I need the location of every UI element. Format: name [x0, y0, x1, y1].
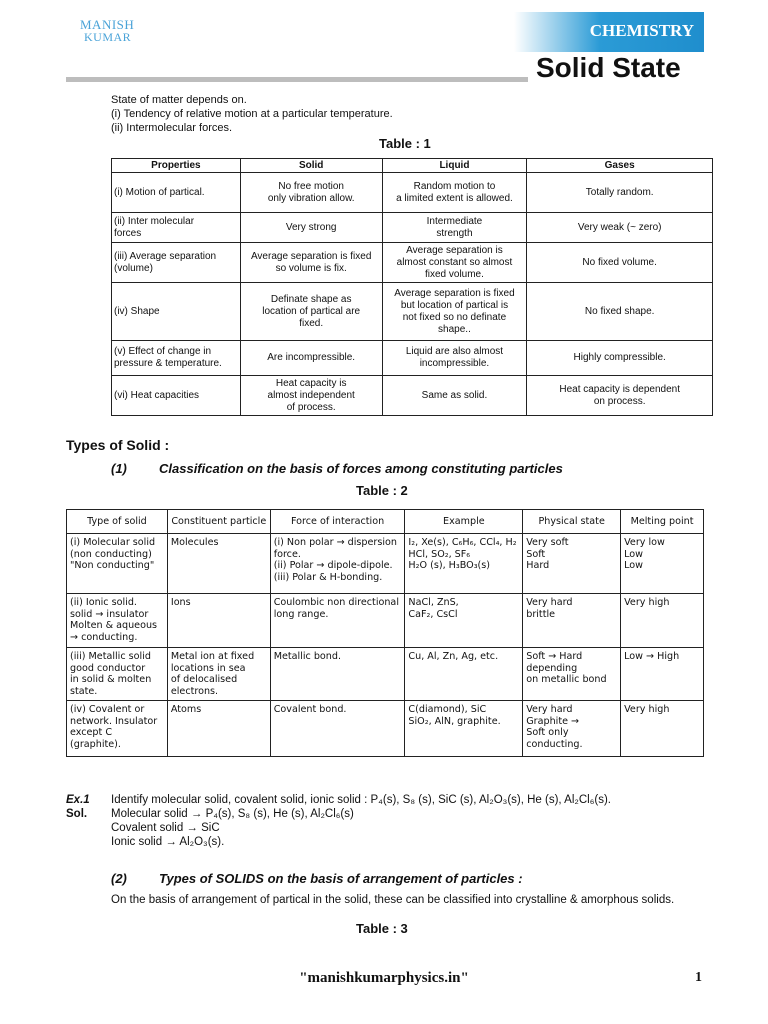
table-row	[112, 283, 713, 341]
subject-banner: CHEMISTRY	[514, 12, 704, 52]
table1-caption: Table : 1	[379, 136, 431, 151]
table-cell: Ions	[167, 594, 270, 648]
solution-label: Sol.	[66, 808, 88, 820]
table-cell: Heat capacity is almost independent of process.	[240, 376, 382, 416]
header-divider	[66, 77, 528, 82]
table-cell: Same as solid.	[382, 376, 527, 416]
table-cell: I₂, Xe(s), C₆H₆, CCl₄, H₂ HCl, SO₂, SF₆ H₂O (s), H₃BO₃(s)	[405, 534, 523, 594]
column-header: Constituent particle	[167, 510, 270, 534]
table-cell: Metal ion at fixed locations in sea of delocalised electrons.	[167, 648, 270, 701]
properties-table	[111, 158, 713, 416]
table-cell: Very soft Soft Hard	[523, 534, 621, 594]
column-header: Liquid	[382, 159, 527, 173]
column-header: Physical state	[523, 510, 621, 534]
table-cell: Very hard Graphite → Soft only conducting.	[523, 701, 621, 757]
table2-caption: Table : 2	[356, 483, 408, 498]
table-cell: (vi) Heat capacities	[112, 376, 241, 416]
solution-line: Covalent solid → SiC	[111, 822, 220, 834]
table-cell: Average separation is almost constant so almost fixed volume.	[382, 243, 527, 283]
table-cell: Random motion to a limited extent is allowed.	[382, 173, 527, 213]
arrangement-paragraph: On the basis of arrangement of partical in the solid, these can be classified into crystalline & amorphous solids.	[111, 894, 675, 906]
column-header: Type of solid	[67, 510, 168, 534]
column-header: Properties	[112, 159, 241, 173]
table-row	[67, 594, 704, 648]
footer-website: "manishkumarphysics.in"	[299, 970, 469, 986]
table-cell: Very weak (~ zero)	[527, 213, 713, 243]
table-cell: Totally random.	[527, 173, 713, 213]
table-cell: (v) Effect of change in pressure & temperature.	[112, 341, 241, 376]
table-cell: Atoms	[167, 701, 270, 757]
table-cell: Highly compressible.	[527, 341, 713, 376]
table-row	[112, 341, 713, 376]
types-of-solid-heading: Types of Solid :	[66, 437, 170, 453]
table-cell: Very strong	[240, 213, 382, 243]
table-cell: Average separation is fixed but location of partical is not fixed so no definate shape..	[382, 283, 527, 341]
table-cell: Molecules	[167, 534, 270, 594]
table-cell: Average separation is fixed so volume is fix.	[240, 243, 382, 283]
subsection-2-title: Types of SOLIDS on the basis of arrangement of particles :	[159, 871, 523, 886]
table-row	[67, 701, 704, 757]
subsection-1-number: (1)	[111, 461, 127, 476]
logo-line-1: MANISH	[80, 17, 135, 32]
table-cell: Soft → Hard depending on metallic bond	[523, 648, 621, 701]
table-cell: Heat capacity is dependent on process.	[527, 376, 713, 416]
column-header: Example	[405, 510, 523, 534]
table-cell: Very low Low Low	[621, 534, 704, 594]
table-row	[112, 213, 713, 243]
intro-line: State of matter depends on.	[111, 94, 247, 106]
table-row	[112, 243, 713, 283]
table-cell: Very hard brittle	[523, 594, 621, 648]
table-cell: (iii) Metallic solid good conductor in solid & molten state.	[67, 648, 168, 701]
chapter-title: Solid State	[536, 52, 681, 83]
table-cell: Covalent bond.	[270, 701, 405, 757]
intro-text	[111, 93, 393, 135]
intro-line: (ii) Intermolecular forces.	[111, 122, 233, 134]
column-header: Melting point	[621, 510, 704, 534]
example-label: Ex.1	[66, 794, 90, 806]
table-cell: Coulombic non directional long range.	[270, 594, 405, 648]
table-cell: Liquid are also almost incompressible.	[382, 341, 527, 376]
table-cell: Are incompressible.	[240, 341, 382, 376]
page-number: 1	[695, 970, 702, 985]
table-cell: Very high	[621, 594, 704, 648]
solution-line: Ionic solid → Al₂O₃(s).	[111, 836, 225, 848]
table-cell: No fixed shape.	[527, 283, 713, 341]
table-cell: No free motion only vibration allow.	[240, 173, 382, 213]
table-cell: (iii) Average separation (volume)	[112, 243, 241, 283]
table-row	[67, 534, 704, 594]
table-cell: (ii) Ionic solid. solid → insulator Molten & aqueous → conducting.	[67, 594, 168, 648]
table-cell: Definate shape as location of partical are fixed.	[240, 283, 382, 341]
table-row	[112, 173, 713, 213]
solution-line: Molecular solid → P₄(s), S₈ (s), He (s), Al₂Cl₆(s)	[111, 808, 354, 820]
table-cell: (i) Molecular solid (non conducting) "Non conducting"	[67, 534, 168, 594]
table-header-row	[112, 159, 713, 173]
table-cell: Metallic bond.	[270, 648, 405, 701]
intro-line: (i) Tendency of relative motion at a particular temperature.	[111, 108, 393, 120]
subsection-1-title: Classification on the basis of forces among constituting particles	[159, 461, 563, 476]
column-header: Gases	[527, 159, 713, 173]
table-cell: Cu, Al, Zn, Ag, etc.	[405, 648, 523, 701]
table-cell: (i) Non polar → dispersion force. (ii) Polar → dipole-dipole. (iii) Polar & H-bonding.	[270, 534, 405, 594]
table-row	[67, 648, 704, 701]
table-cell: NaCl, ZnS, CaF₂, CsCl	[405, 594, 523, 648]
table3-caption: Table : 3	[356, 921, 408, 936]
column-header: Solid	[240, 159, 382, 173]
table-row	[112, 376, 713, 416]
table-cell: (i) Motion of partical.	[112, 173, 241, 213]
subsection-2-number: (2)	[111, 871, 127, 886]
logo-line-2: KUMAR	[84, 30, 132, 44]
table-cell: Very high	[621, 701, 704, 757]
table-header-row	[67, 510, 704, 534]
solid-types-table	[66, 509, 704, 757]
column-header: Force of interaction	[270, 510, 405, 534]
table-cell: Low → High	[621, 648, 704, 701]
example-question: Identify molecular solid, covalent solid, ionic solid : P₄(s), S₈ (s), SiC (s), Al₂O₃(s), He (s), Al₂Cl₆(s).	[111, 794, 611, 806]
table-cell: (iv) Covalent or network. Insulator except C (graphite).	[67, 701, 168, 757]
table-cell: Intermediate strength	[382, 213, 527, 243]
table-cell: (iv) Shape	[112, 283, 241, 341]
table-cell: C(diamond), SiC SiO₂, AlN, graphite.	[405, 701, 523, 757]
table-cell: (ii) Inter molecular forces	[112, 213, 241, 243]
publisher-logo	[80, 18, 134, 44]
table-cell: No fixed volume.	[527, 243, 713, 283]
